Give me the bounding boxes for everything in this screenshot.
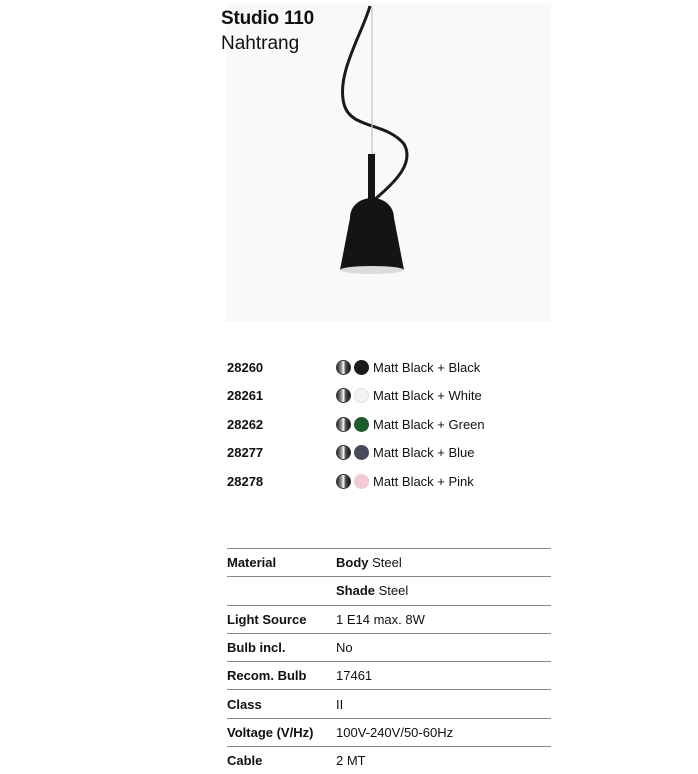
spec-key: Voltage (V/Hz) (227, 718, 336, 746)
shade-color-swatch-icon (354, 360, 369, 375)
spec-key: Recom. Bulb (227, 662, 336, 690)
variant-code: 28277 (227, 445, 264, 461)
variant-code: 28278 (227, 473, 264, 489)
spec-key: Class (227, 690, 336, 718)
spec-key: Bulb incl. (227, 633, 336, 661)
matt-black-swatch-icon (336, 360, 351, 375)
matt-black-swatch-icon (336, 474, 351, 489)
matt-black-swatch-icon (336, 445, 351, 460)
spec-value-text: Steel (378, 583, 409, 599)
shade-color-swatch-icon (354, 417, 369, 432)
spec-row-shade (227, 577, 551, 605)
variant-label: Matt Black + Pink (373, 473, 474, 489)
variant-label: Matt Black + Blue (373, 445, 475, 461)
product-title: Studio 110 (221, 8, 315, 29)
specifications-table (227, 548, 551, 774)
shade-color-swatch-icon (354, 474, 369, 489)
product-subtitle: Nahtrang (221, 33, 300, 54)
spec-value: No (336, 633, 551, 661)
spec-row-recom-bulb (227, 662, 551, 690)
spec-value: 2 MT (336, 747, 551, 774)
variant-row (227, 384, 527, 412)
spec-value (336, 549, 551, 577)
matt-black-swatch-icon (336, 388, 351, 403)
lamp-shade (340, 198, 404, 270)
spec-row-class (227, 690, 551, 718)
spec-row-bulb-incl (227, 633, 551, 661)
variant-code: 28261 (227, 388, 264, 404)
spec-key: Light Source (227, 605, 336, 633)
shade-color-swatch-icon (354, 445, 369, 460)
variant-row (227, 441, 527, 469)
spec-row-voltage (227, 718, 551, 746)
variant-row (227, 470, 527, 498)
lamp-shade-inner (340, 266, 404, 274)
spec-key: Material (227, 549, 336, 577)
spec-value (336, 577, 551, 605)
variant-list (227, 356, 527, 498)
spec-value-text: Steel (372, 555, 402, 571)
spec-value: 100V-240V/50-60Hz (336, 718, 551, 746)
spec-value-prefix: Body (336, 555, 369, 571)
spec-value-prefix: Shade (336, 583, 376, 599)
variant-label: Matt Black + Green (373, 416, 485, 432)
matt-black-swatch-icon (336, 417, 351, 432)
spec-value: 17461 (336, 662, 551, 690)
shade-color-swatch-icon (354, 388, 369, 403)
spec-key (227, 577, 336, 605)
variant-row (227, 356, 527, 384)
lamp-stem (368, 154, 375, 202)
spec-key: Cable (227, 747, 336, 774)
variant-label: Matt Black + Black (373, 360, 481, 375)
variant-label: Matt Black + White (373, 388, 482, 404)
variant-code: 28260 (227, 360, 264, 375)
variant-row (227, 413, 527, 441)
spec-value: II (336, 690, 551, 718)
spec-row-cable (227, 747, 551, 774)
variant-code: 28262 (227, 416, 264, 432)
spec-row-light-source (227, 605, 551, 633)
spec-row-material (227, 549, 551, 577)
spec-value: 1 E14 max. 8W (336, 605, 551, 633)
